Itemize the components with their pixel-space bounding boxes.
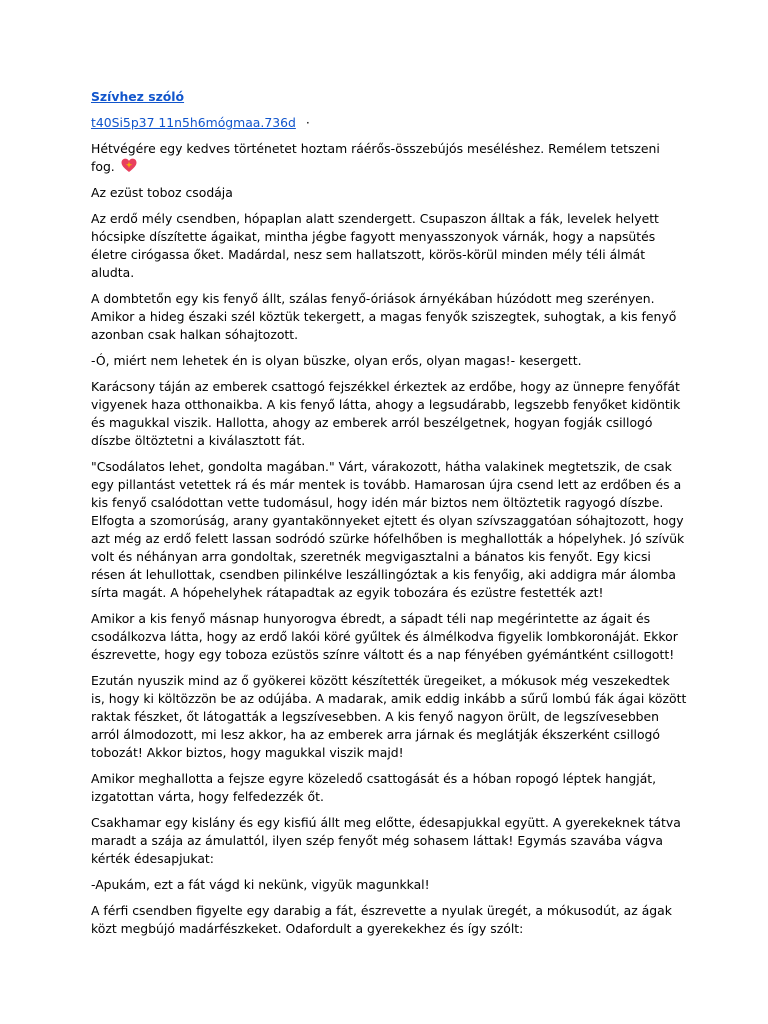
story-paragraph: A férfi csendben figyelte egy darabig a fát, észrevette a nyulak üregét, a mókusodút, az ágak közt megbújó madárfészkeket. Odafordult a gyerekekhez és így szólt: (91, 903, 672, 936)
intro-text: Hétvégére egy kedves történetet hoztam ráérős-összebújós meséléshez. Remélem tetszeni fog. (91, 141, 660, 174)
group-row (91, 88, 687, 114)
sparkling-heart-icon (121, 158, 137, 173)
author-link[interactable]: t40Si5p37 11n5h6mógmaa.736d (91, 115, 296, 130)
story-paragraph: -Apukám, ezt a fát vágd ki nekünk, vigyük magunkkal! (91, 877, 430, 892)
story-paragraph: Csakhamar egy kislány és egy kisfiú állt meg előtte, édesapjukkal együtt. A gyerekeknek tátva maradt a szája az ámulattól, ilyen szép fenyőt még sohasem láttak! Egymás szavába vágva kérték édesapjukat: (91, 815, 681, 866)
story-title: Az ezüst toboz csodája (91, 185, 233, 200)
author-row (91, 114, 687, 132)
story-paragraph: "Csodálatos lehet, gondolta magában." Várt, várakozott, hátha valakinek megtetszik, de csak egy pillantást vetettek rá és már mentek is tovább. Hamarosan újra csend lett az erdőben és a kis fenyő csalódottan vette tudomásul, hogy idén már biztos nem öltöztetik ragyogó díszbe. Elfogta a szomorúság, arany gyantakönnyeket ejtett és olyan szívszaggatóan sóhajtozott, hogy azt még az erdő felett lassan sodródó szürke hófelhőben is meghallották a hópelyhek. Jó szívük volt és néhányan arra gondoltak, szeretnék megvigasztalni a bánatos kis fenyőt. Egy kicsi résen át lehullottak, csendben pilinkélve leszállingóztak a kis fenyőig, aki addigra már álomba sírta magát. A hópehelyhek rátapadtak az egyik tobozára és ezüstre festették azt! (91, 459, 685, 600)
story-paragraph: Amikor a kis fenyő másnap hunyorogva ébredt, a sápadt téli nap megérintette az ágait és csodálkozva látta, hogy az erdő lakói köré gyűltek és álmélkodva figyelik lombkoronáját. Ekkor észrevette, hogy egy toboza ezüstös színre váltott és a nap fényében gyémántként csillogott! (91, 611, 678, 662)
story-paragraph: -Ó, miért nem lehetek én is olyan büszke, olyan erős, olyan magas!- kesergett. (91, 353, 582, 368)
story-paragraph: A dombtetőn egy kis fenyő állt, szálas fenyő-óriások árnyékában húzódott meg szerényen. Amikor a hideg északi szél köztük tekergett, a magas fenyők sziszegtek, suhogtak, a kis fenyő azonban csak halkan sóhajtozott. (91, 291, 677, 342)
document-page (91, 88, 687, 946)
story-paragraph: Az erdő mély csendben, hópaplan alatt szendergett. Csupaszon álltak a fák, levelek helyett hócsipke díszítette ágaikat, mintha jégbe fagyott menyasszonyok várnák, hogy a napsütés életre cirógassa őket. Madárdal, nesz sem hallatszott, körös-körül minden mély téli álmát aludta. (91, 211, 659, 280)
intro-paragraph (91, 140, 687, 176)
story-paragraph: Karácsony táján az emberek csattogó fejszékkel érkeztek az erdőbe, hogy az ünnepre fenyőfát vigyenek haza otthonaikba. A kis fenyő látta, ahogy a legsudárabb, legszebb fenyőket kidöntik és magukkal viszik. Hallotta, ahogy az emberek arról beszélgetnek, hogyan fogják csillogó díszbe öltöztetni a kiválasztott fát. (91, 379, 681, 448)
story-paragraph: Amikor meghallotta a fejsze egyre közeledő csattogását és a hóban ropogó léptek hangját, izgatottan várta, hogy felfedezzék őt. (91, 771, 657, 804)
group-link[interactable]: Szívhez szóló (91, 89, 185, 104)
story-paragraph: Ezután nyuszik mind az ő gyökerei között készítették üregeiket, a mókusok még veszekedtek is, hogy ki költözzön be az odújába. A madarak, amik eddig inkább a sűrű lombú fák ágai között raktak fészket, őt látogatták a legszívesebben. A kis fenyő nagyon örült, de legszívesebben arról álmodozott, mi lesz akkor, ha az emberek arra járnak és meglátják ékszerként csillogó tobozát! Akkor biztos, hogy magukkal viszik majd! (91, 673, 687, 760)
separator-dot: · (305, 115, 310, 130)
